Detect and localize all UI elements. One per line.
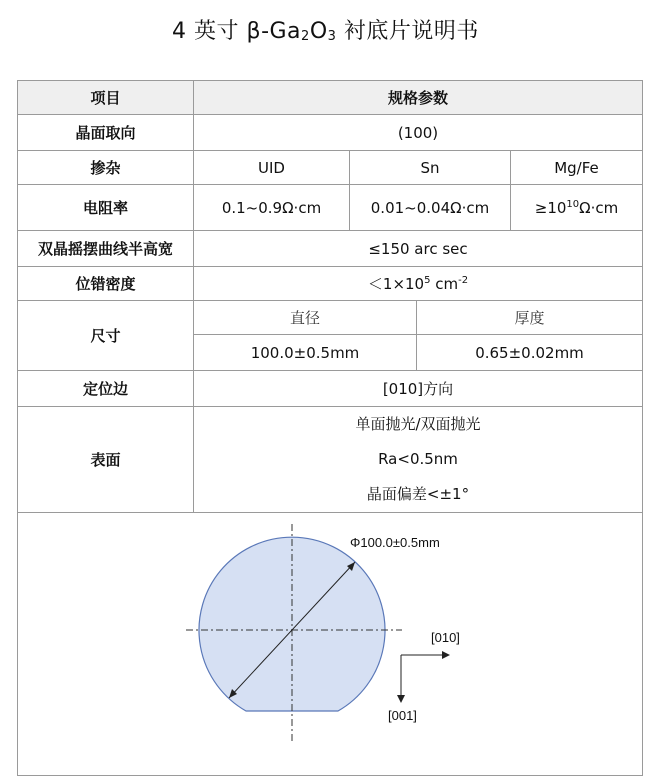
- surface-label: 表面: [18, 407, 194, 513]
- xrc-value: ≤150 arc sec: [194, 231, 643, 267]
- axis-001-label: [001]: [388, 707, 417, 723]
- surface-roughness: Ra<0.5nm: [378, 450, 458, 468]
- xrc-label: 双晶摇摆曲线半高宽: [18, 231, 194, 267]
- axis-010-label: [010]: [431, 629, 460, 645]
- resistivity-mgfe: $\ge 10^{10}\Omega\cdot cm$: [511, 185, 643, 231]
- thickness-label: 厚度: [417, 301, 643, 335]
- row-flat: [18, 371, 643, 407]
- page-title: 4 英寸 $\beta-Ga_2O_3$ 衬底片说明书: [172, 19, 479, 44]
- diameter-annotation: Φ100.0±0.5mm: [350, 534, 440, 550]
- row-resistivity: [18, 185, 643, 231]
- axis-010-arrowhead: [442, 651, 450, 659]
- diagram-cell: [18, 513, 643, 776]
- row-surface: [18, 407, 643, 513]
- resistivity-sn: 0.01~0.04Ω·cm: [350, 185, 511, 231]
- dislocation-label: 位错密度: [18, 267, 194, 301]
- header-spec: 规格参数: [194, 81, 643, 115]
- row-xrc: [18, 231, 643, 267]
- resistivity-uid: 0.1~0.9Ω·cm: [194, 185, 350, 231]
- spec-table: [17, 80, 643, 776]
- doping-uid: UID: [194, 151, 350, 185]
- row-orientation: [18, 115, 643, 151]
- dislocation-value: $<1\times 10^5$ $cm^{-2}$: [194, 267, 643, 301]
- doping-label: 掺杂: [18, 151, 194, 185]
- surface-miscut: 晶面偏差<±1°: [366, 485, 470, 503]
- thickness-value: 0.65±0.02mm: [417, 335, 643, 371]
- doping-mgfe: Mg/Fe: [511, 151, 643, 185]
- surface-polish: 单面抛光/双面抛光: [355, 415, 481, 433]
- axis-001-arrowhead: [397, 695, 405, 703]
- size-label: 尺寸: [18, 301, 194, 371]
- diameter-label: 直径: [194, 301, 417, 335]
- doping-sn: Sn: [350, 151, 511, 185]
- surface-values: [194, 407, 643, 513]
- flat-label: 定位边: [18, 371, 194, 407]
- header-item: 项目: [18, 81, 194, 115]
- row-diagram: [18, 513, 643, 776]
- diameter-value: 100.0±0.5mm: [194, 335, 417, 371]
- row-doping: [18, 151, 643, 185]
- wafer-diagram: [18, 514, 641, 775]
- flat-value: [010]方向: [194, 371, 643, 407]
- resistivity-label: 电阻率: [18, 185, 194, 231]
- row-dislocation: [18, 267, 643, 301]
- orientation-value: (100): [194, 115, 643, 151]
- orientation-label: 晶面取向: [18, 115, 194, 151]
- table-header-row: [18, 81, 643, 115]
- row-size-labels: [18, 301, 643, 335]
